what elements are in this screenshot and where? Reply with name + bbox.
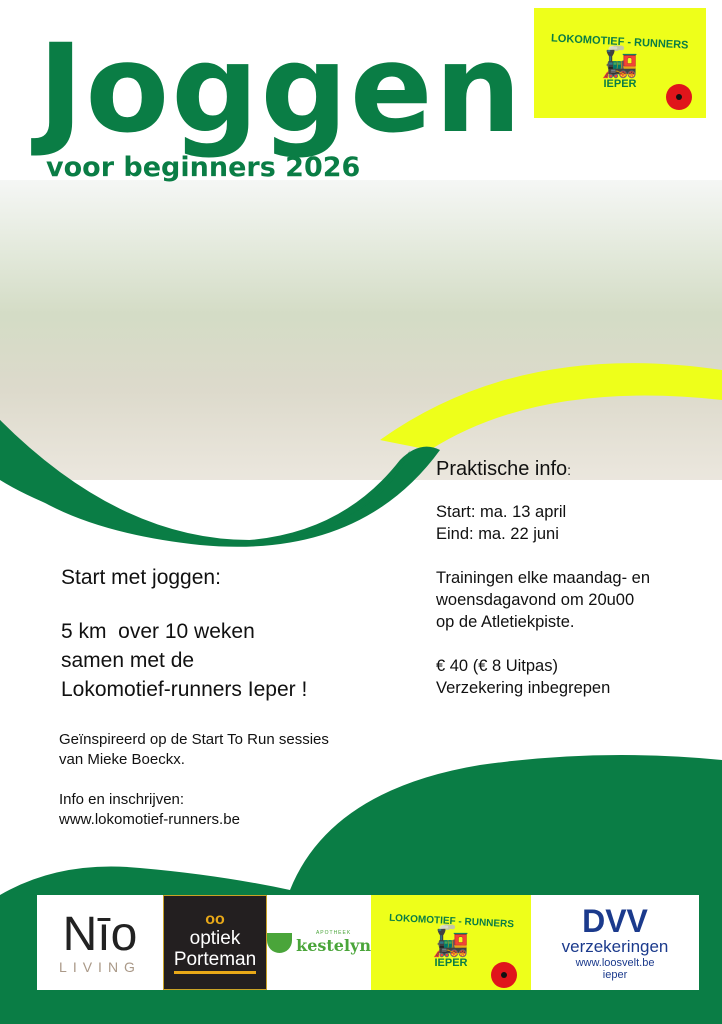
poppy-icon [491, 962, 517, 988]
info-heading: Praktische info [436, 458, 568, 480]
club-logo [534, 8, 706, 118]
sponsor-mark: oo [205, 911, 225, 928]
practical-info [436, 458, 650, 699]
inspiration-text: van Mieke Boeckx. [59, 751, 185, 768]
sponsor-sub: Porteman [174, 949, 256, 974]
sponsor-lokomotief [371, 895, 531, 990]
train-icon: 🚂 [432, 925, 470, 958]
sponsor-dvv [531, 895, 699, 990]
sponsor-name: kestelyn [296, 936, 371, 955]
logo-city: IEPER [603, 78, 637, 90]
logo-text: LOKOMOTIEF - RUNNERS [551, 32, 689, 52]
colon: : [567, 462, 572, 478]
price: € 40 (€ 8 Uitpas) [436, 657, 558, 675]
start-date: Start: ma. 13 april [436, 503, 567, 521]
page-title: Joggen [38, 18, 524, 160]
details-block [59, 730, 329, 830]
sponsor-name: optiek [189, 928, 241, 949]
intro-heading: Start met joggen: [61, 566, 221, 589]
train-icon: 🚂 [601, 46, 639, 79]
sponsor-name: Nīo [62, 907, 138, 961]
sponsor-nio [37, 895, 163, 990]
sponsor-sub: LIVING [59, 958, 141, 975]
inspiration-text: Geïnspireerd op de Start To Run sessies [59, 731, 329, 748]
sponsor-name: DVV [582, 902, 648, 939]
mortar-icon [267, 933, 292, 953]
intro-line: samen met de [61, 649, 195, 672]
sponsor-sub: verzekeringen [561, 936, 669, 956]
sponsor-name: LOKOMOTIEF - RUNNERS [388, 912, 514, 931]
sponsor-sub: IEPER [434, 957, 468, 969]
insurance: Verzekering inbegrepen [436, 679, 611, 697]
sponsor-strip [37, 892, 699, 990]
yellow-arc [380, 363, 722, 450]
intro-block [61, 563, 307, 704]
sponsor-kestelyn [267, 895, 371, 990]
page-subtitle: voor beginners 2026 [46, 152, 361, 183]
end-date: Eind: ma. 22 juni [436, 525, 559, 543]
sponsor-url: www.loosvelt.be [575, 956, 655, 969]
contact-label: Info en inschrijven: [59, 791, 185, 808]
intro-line: Lokomotief-runners Ieper ! [61, 678, 308, 701]
poppy-icon [666, 84, 692, 110]
intro-line: 5 km over 10 weken [61, 620, 255, 643]
website-link[interactable]: www.lokomotief-runners.be [59, 811, 240, 828]
sponsor-city: ieper [602, 968, 628, 981]
training-text: woensdagavond om 20u00 [436, 591, 635, 609]
sponsor-pre: APOTHEEK [315, 930, 352, 936]
sponsor-optiek [163, 895, 267, 990]
training-text: Trainingen elke maandag- en [436, 569, 651, 587]
training-text: op de Atletiekpiste. [436, 613, 575, 631]
